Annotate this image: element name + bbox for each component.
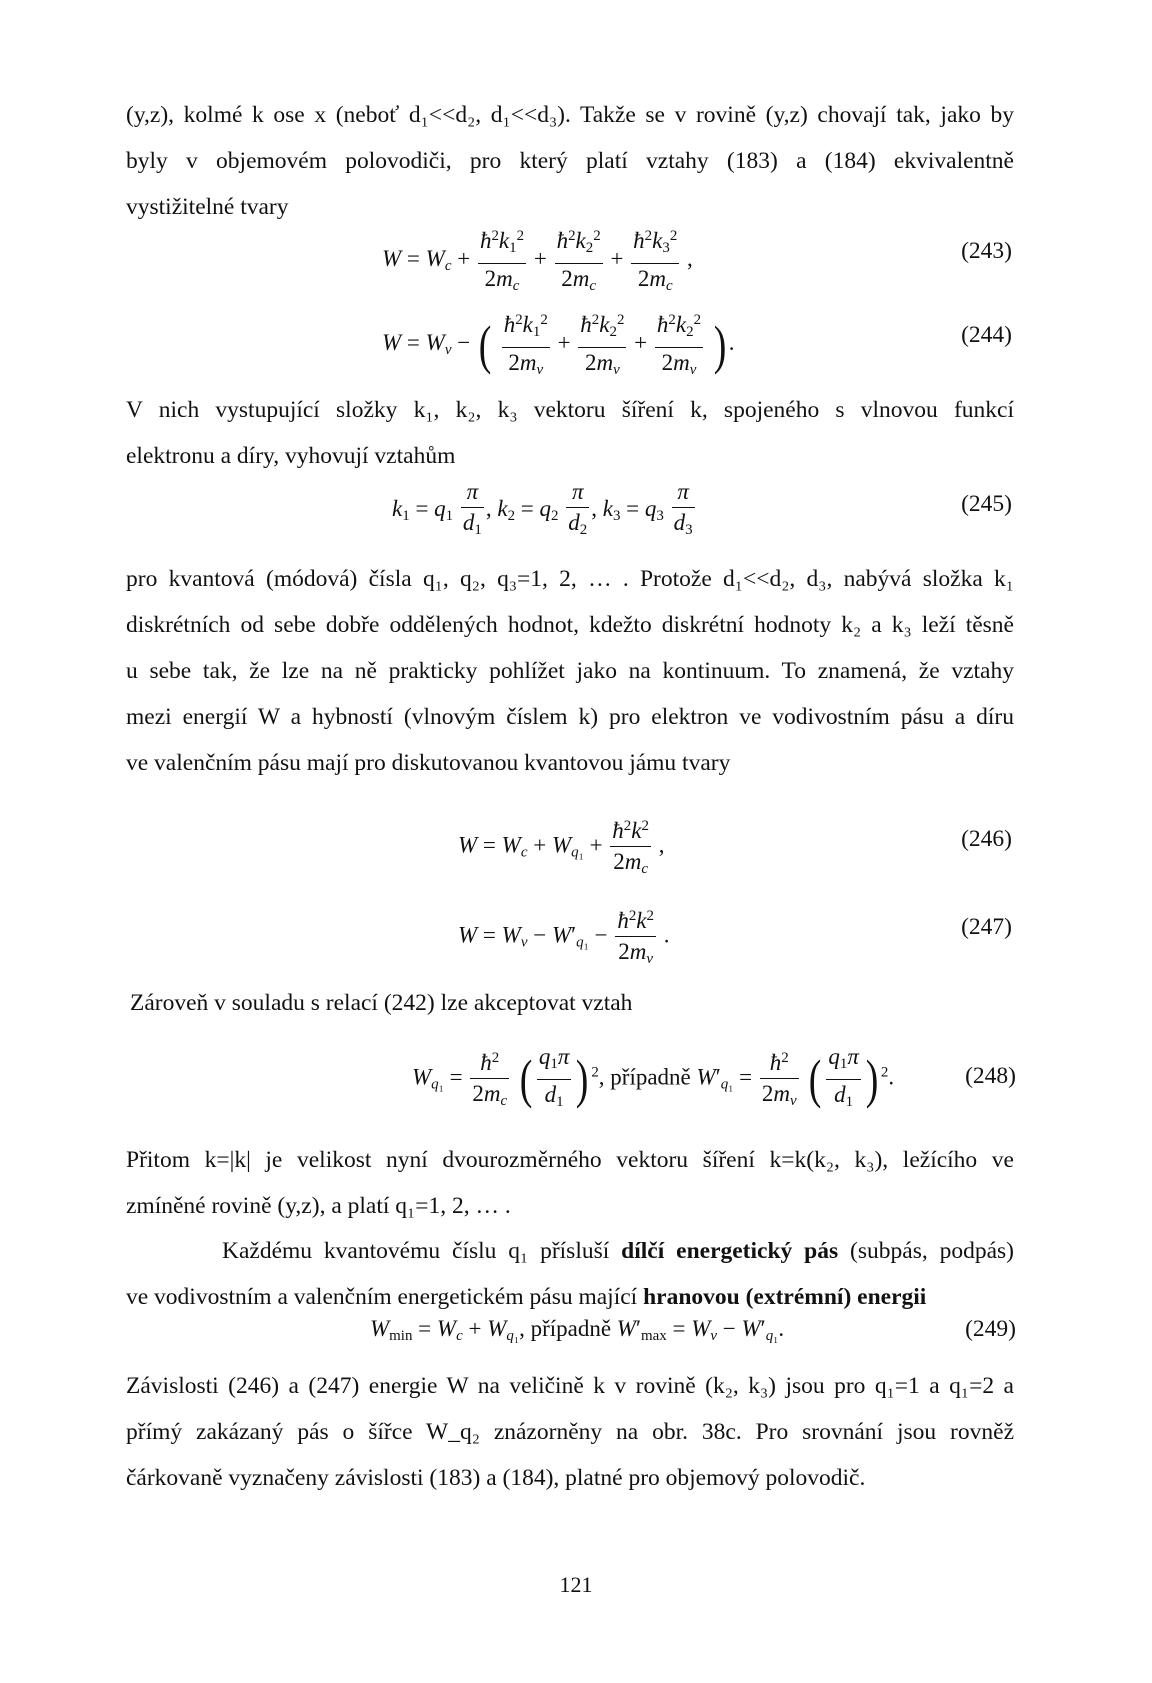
paragraph-quantum-numbers — [126, 556, 1014, 786]
text-line: přímý zakázaný pás o šířce W_q₂ znázorněny na obr. 38c. Pro srovnání jsou rovněž — [126, 1419, 1014, 1445]
page-number: 121 — [559, 1572, 593, 1597]
equation-number: (244) — [961, 322, 1012, 348]
equation-number: (246) — [961, 826, 1012, 852]
text-line: elektronu a díry, vyhovují vztahům — [126, 443, 456, 469]
text-line: mezi energií W a hybností (vlnovým číslem k) pro elektron ve vodivostním pásu a díru — [126, 704, 1014, 730]
text-line: čárkovaně vyznačeny závislosti (183) a (184), platné pro objemový polovodič. — [126, 1465, 866, 1491]
paragraph-wavevector — [126, 1137, 1014, 1229]
equation-247: $W = W_v - W'_{q_1}$ − $\frac{ħ^2k^2}{2m_v}$ . — [458, 902, 669, 972]
text-line: pro kvantová (módová) čísla q₁, q₂, q₃=1, 2, … . Protože d₁<<d₂, d₃, nabývá složka k₁ — [126, 566, 1014, 592]
paragraph-components — [126, 387, 1014, 479]
text-line: vystižitelné tvary — [126, 194, 289, 220]
paragraph-intro — [126, 92, 1014, 230]
text-line: Zároveň v souladu s relací (242) lze akceptovat vztah — [130, 990, 633, 1016]
equation-243: $W = W_c$ + $\frac{ħ^2k_1^2}{2m_c}$ + $\frac{ħ^2k_2^2}{2m_c}$ + $\frac{ħ^2k_3^2}{2m_c}$ , — [382, 222, 693, 299]
text-line: ve vodivostním a valenčním energetickém pásu mající hranovou (extrémní) energii — [126, 1284, 927, 1310]
text-line: Přitom k=|k| je velikost nyní dvourozměrného vektoru šíření k=k(k₂, k₃), ležícího ve — [126, 1147, 1014, 1173]
bold-term: dílčí energetický pás — [621, 1238, 839, 1264]
bold-term: hranovou (extrémní) energii — [643, 1284, 927, 1310]
equation-number: (247) — [961, 914, 1012, 940]
text-line: u sebe tak, že lze na ně prakticky pohlížet jako na kontinuum. To znamená, že vztahy — [126, 658, 1014, 684]
equation-245: $k_1 = q_1$ $\frac{\pi}{d_1}$ , $k_2 = q_2$ $\frac{\pi}{d_2}$ , $k_3 = q_3$ $\frac{\pi}{d_3}$ — [392, 479, 693, 538]
paragraph-dependencies — [126, 1363, 1014, 1501]
equation-249: $W_{min} = W_c + W_{q_1}$, případně $W'_{max} = W_v - W'_{q_1}$. — [370, 1316, 785, 1344]
text-line: diskrétních od sebe dobře oddělených hodnot, kdežto diskrétní hodnoty k₂ a k₃ leží těsně — [126, 612, 1014, 638]
equation-number: (249) — [965, 1316, 1016, 1342]
paragraph-subbands — [126, 1228, 1014, 1320]
equation-244: $W = W_v$ − ( $\frac{ħ^2k_1^2}{2m_v}$ + $\frac{ħ^2k_2^2}{2m_v}$ + $\frac{ħ^2k_2^2}{2m_v}$ ) . — [382, 306, 735, 383]
equation-number: (245) — [961, 491, 1012, 517]
equation-248: $W_{q_1}$ = $\frac{ħ^2}{2m_c}$ ( $\frac{q_1\pi}{d_1}$ ) $^2$, případně $W'_{q_1}$ = $\frac{ħ^2}{2m_v}$ ( $\frac{q_1\pi}{d_1}$ ) $^2$. — [412, 1044, 895, 1110]
equation-connector: případně — [530, 1316, 612, 1341]
text-line: Závislosti (246) a (247) energie W na veličině k v rovině (k₂, k₃) jsou pro q₁=1 a q₁=2 a — [126, 1373, 1014, 1399]
text-line: zmíněné rovině (y,z), a platí q₁=1, 2, … . — [126, 1193, 511, 1219]
equation-number: (243) — [961, 238, 1012, 264]
equation-246: $W = W_c + W_{q_1}$ + $\frac{ħ^2k^2}{2m_c}$ , — [458, 812, 664, 882]
text-line: V nich vystupující složky k₁, k₂, k₃ vektoru šíření k, spojeného s vlnovou funkcí — [126, 397, 1014, 423]
text-line: ve valenčním pásu mají pro diskutovanou kvantovou jámu tvary — [126, 750, 731, 776]
text-line: byly v objemovém polovodiči, pro který platí vztahy (183) a (184) ekvivalentně — [126, 148, 1014, 174]
text-line: Každému kvantovému číslu q₁ přísluší dílčí energetický pás (subpás, podpás) — [222, 1238, 1015, 1264]
equation-connector: případně — [610, 1064, 691, 1090]
text-line: (y,z), kolmé k ose x (neboť d₁<<d₂, d₁<<d₃). Takže se v rovině (y,z) chovají tak, jako by — [126, 102, 1014, 128]
equation-number: (248) — [965, 1063, 1016, 1089]
paragraph-relation — [130, 980, 1018, 1026]
